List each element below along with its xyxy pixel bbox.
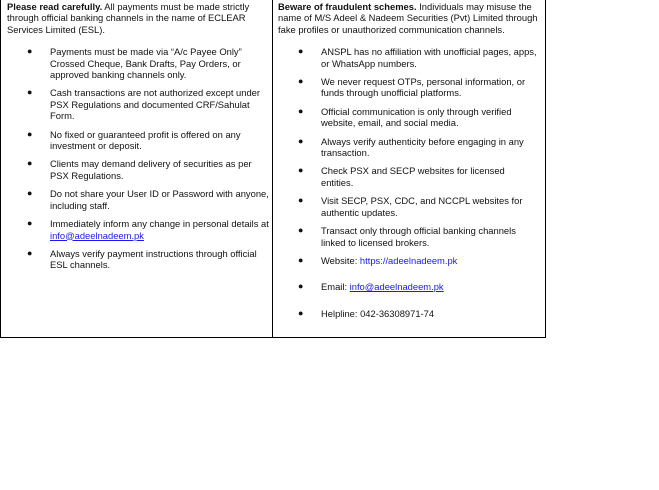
bullet-icon: ● (298, 76, 304, 87)
bullet-icon: ● (298, 165, 304, 176)
list-item (7, 129, 269, 152)
list-item-text: Clients may demand delivery of securities as per PSX Regulations. (50, 158, 252, 181)
bullet-icon: ● (298, 195, 304, 206)
list-item-text: Visit SECP, PSX, CDC, and NCCPL websites for authentic updates. (321, 195, 523, 218)
list-item (278, 195, 539, 218)
website-item (278, 255, 539, 266)
payment-notice-heading: Please read carefully. (7, 1, 103, 12)
list-item-text: Do not share your User ID or Password with anyone, including staff. (50, 188, 269, 211)
list-item (278, 136, 539, 159)
list-item-text: Official communication is only through verified website, email, and social media. (321, 105, 512, 129)
email-item (278, 281, 539, 292)
list-item-text: Cash transactions are not authorized except under PSX Regulations and documented CRF/Sahulat Form. (50, 87, 261, 122)
fraud-warning-list (278, 46, 539, 319)
bullet-icon: ● (27, 46, 33, 57)
list-item (278, 46, 539, 69)
bullet-icon: ● (27, 128, 33, 139)
list-item-text: Immediately inform any change in personal details at (50, 218, 269, 230)
helpline-text: Helpline: 042-36308971-74 (321, 307, 435, 319)
bullet-icon: ● (27, 87, 33, 98)
fraud-warning-heading: Beware of fraudulent schemes. (278, 1, 417, 12)
list-item-text: Transact only through official banking channels linked to licensed brokers. (321, 225, 516, 248)
helpline-item (278, 308, 539, 319)
website-label: Website: (321, 254, 360, 266)
payment-notice-intro-text: All payments must be made strictly through official banking channels in the name of ECLEAR Services Limited (ESL). (7, 1, 250, 35)
list-item (7, 87, 269, 121)
list-item (7, 248, 269, 271)
list-item (7, 46, 269, 80)
fraud-warning-intro (278, 1, 539, 35)
list-item (278, 76, 539, 99)
payment-notice-intro (7, 1, 269, 35)
list-item-text: Check PSX and SECP websites for licensed entities. (321, 165, 505, 188)
bullet-icon: ● (298, 46, 304, 57)
bullet-icon: ● (298, 105, 304, 116)
fraud-warning-intro-text: Individuals may misuse the name of M/S Adeel & Nadeem Securities (Pvt) Limited through fake profiles or unauthorized communication channels. (278, 1, 538, 35)
bullet-icon: ● (27, 218, 33, 229)
payment-notice-cell (1, 0, 273, 338)
list-item-text: Always verify authenticity before engaging in any transaction. (321, 135, 524, 159)
list-item-text: Payments must be made via “A/c Payee Only” Crossed Cheque, Bank Drafts, Pay Orders, or approved banking channels only. (50, 46, 242, 81)
bullet-icon: ● (27, 158, 33, 169)
list-item (278, 225, 539, 248)
bullet-icon: ● (298, 281, 304, 292)
bullet-icon: ● (298, 225, 304, 236)
list-item (278, 106, 539, 129)
list-item (7, 188, 269, 211)
list-item (7, 218, 269, 241)
list-item-text: We never request OTPs, personal information, or funds through unofficial platforms. (321, 76, 526, 99)
email-label: Email: (321, 281, 350, 293)
bullet-icon: ● (298, 307, 304, 318)
email-link[interactable]: info@adeelnadeem.pk (50, 229, 144, 241)
email-link[interactable]: info@adeelnadeem.pk (349, 281, 444, 293)
bullet-icon: ● (298, 254, 304, 265)
bullet-icon: ● (298, 135, 304, 146)
list-item (7, 158, 269, 181)
website-link[interactable]: https://adeelnadeem.pk (359, 254, 458, 266)
list-item-text: Always verify payment instructions through official ESL channels. (50, 247, 257, 271)
list-item (278, 165, 539, 188)
list-item-text: ANSPL has no affiliation with unofficial pages, apps, or WhatsApp numbers. (321, 46, 537, 69)
bullet-icon: ● (27, 188, 33, 199)
bullet-icon: ● (27, 247, 33, 258)
list-item-text: No fixed or guaranteed profit is offered on any investment or deposit. (50, 128, 241, 152)
payment-notice-list (7, 46, 269, 271)
fraud-warning-cell (273, 0, 546, 338)
